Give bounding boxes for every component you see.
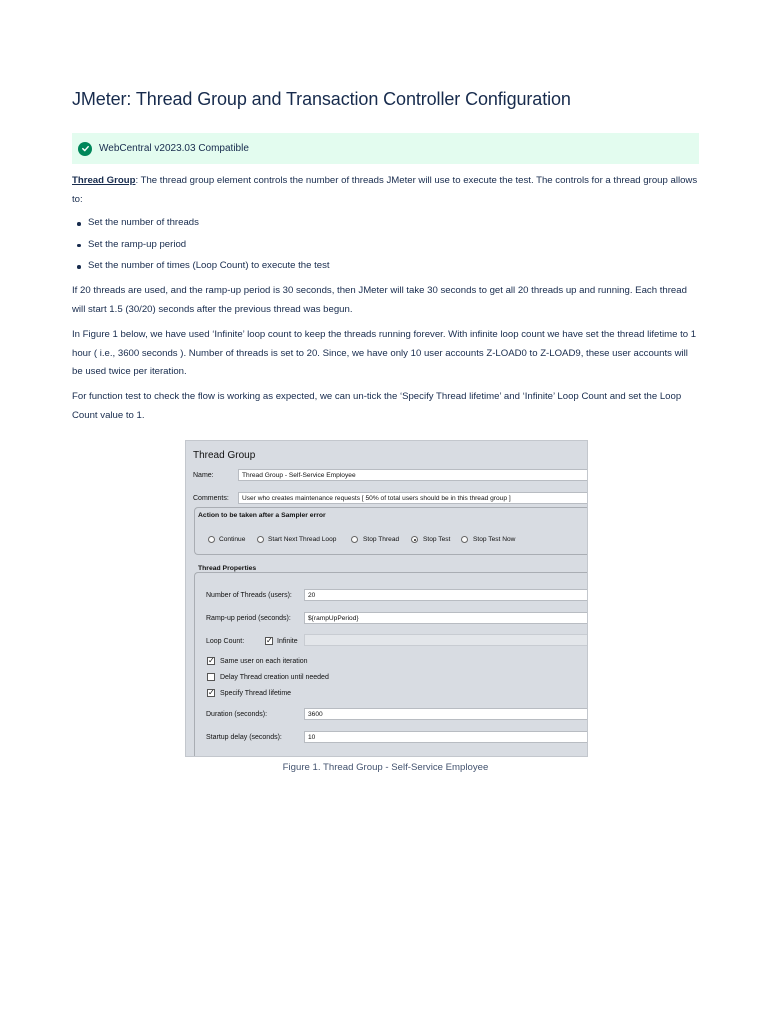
- continue-label: Continue: [219, 536, 246, 543]
- page-title: JMeter: Thread Group and Transaction Controller Configuration: [72, 89, 571, 109]
- name-field[interactable]: Thread Group - Self-Service Employee: [238, 469, 588, 481]
- stop-test-label: Stop Test: [423, 536, 451, 543]
- thread-group-term: Thread Group: [72, 175, 136, 186]
- rampup-label: Ramp-up period (seconds):: [206, 615, 291, 622]
- start-next-loop-label: Start Next Thread Loop: [268, 536, 337, 543]
- threads-input[interactable]: 20: [304, 589, 588, 601]
- intro-text: : The thread group element controls the number of threads JMeter will use to execute the test. The controls for a thread group allows to:: [72, 175, 698, 205]
- start-next-loop-radio[interactable]: [257, 536, 264, 543]
- infinite-loop-paragraph: In Figure 1 below, we have used ‘Infinite’ loop count to keep the threads running forever. With infinite loop count we have set the thread lifetime to 1 hour ( i.e., 3600 seconds ). Number of threads is set to 20. Since, we have only 10 user accounts Z-LOAD0 to Z-LOAD9, these user accounts will be used twice per iteration.: [72, 329, 697, 377]
- sampler-error-title: Action to be taken after a Sampler error: [198, 512, 326, 519]
- check-circle-icon: [78, 142, 92, 156]
- list-item: Set the ramp-up period: [72, 236, 699, 258]
- bullet-list: [72, 214, 699, 279]
- name-label: Name:: [193, 472, 214, 479]
- figure-caption: Figure 1. Thread Group - Self-Service Employee: [282, 762, 489, 773]
- same-user-checkbox[interactable]: ✓: [208, 656, 215, 665]
- list-item: Set the number of times (Loop Count) to execute the test: [72, 257, 699, 279]
- thread-lifetime-label: Specify Thread lifetime: [220, 690, 292, 697]
- list-item: Set the number of threads: [72, 214, 699, 236]
- threads-label: Number of Threads (users):: [206, 592, 292, 599]
- duration-label: Duration (seconds):: [206, 711, 268, 718]
- thread-properties-title: Thread Properties: [198, 565, 259, 572]
- infinite-checkbox[interactable]: ✓: [266, 636, 273, 645]
- figure-panel-title: Thread Group: [193, 450, 256, 461]
- ramp-up-paragraph: If 20 threads are used, and the ramp-up period is 30 seconds, then JMeter will take 30 seconds to get all 20 threads up and running. Each thread will start 1.5 (30/20) seconds after the previous thread was begun.: [72, 285, 687, 315]
- intro-paragraph: [72, 172, 699, 209]
- loop-count-input[interactable]: [304, 634, 588, 646]
- rampup-input[interactable]: ${rampUpPeriod}: [304, 612, 588, 624]
- delay-creation-checkbox[interactable]: [207, 673, 215, 681]
- comments-label: Comments:: [193, 495, 229, 502]
- continue-radio[interactable]: [208, 536, 215, 543]
- stop-thread-label: Stop Thread: [363, 536, 400, 543]
- stop-test-radio[interactable]: [411, 536, 418, 543]
- duration-input[interactable]: 3600: [304, 708, 588, 720]
- startup-delay-label: Startup delay (seconds):: [206, 734, 282, 741]
- startup-delay-input[interactable]: 10: [304, 731, 588, 743]
- stop-thread-radio[interactable]: [351, 536, 358, 543]
- thread-group-figure: [185, 440, 588, 757]
- infinite-label: Infinite: [277, 638, 298, 645]
- stop-test-now-radio[interactable]: [461, 536, 468, 543]
- compatibility-text: WebCentral v2023.03 Compatible: [99, 143, 249, 154]
- function-test-paragraph: For function test to check the flow is working as expected, we can un-tick the ‘Specify Thread lifetime’ and ‘Infinite’ Loop Count and set the Loop Count value to 1.: [72, 391, 682, 421]
- stop-test-now-label: Stop Test Now: [473, 536, 516, 543]
- delay-creation-label: Delay Thread creation until needed: [220, 674, 329, 681]
- loop-count-label: Loop Count:: [206, 638, 245, 645]
- compatibility-banner: [72, 133, 699, 164]
- comments-field[interactable]: User who creates maintenance requests [ 50% of total users should be in this thread group ]: [238, 492, 588, 504]
- thread-lifetime-checkbox[interactable]: ✓: [208, 688, 215, 697]
- same-user-label: Same user on each iteration: [220, 658, 308, 665]
